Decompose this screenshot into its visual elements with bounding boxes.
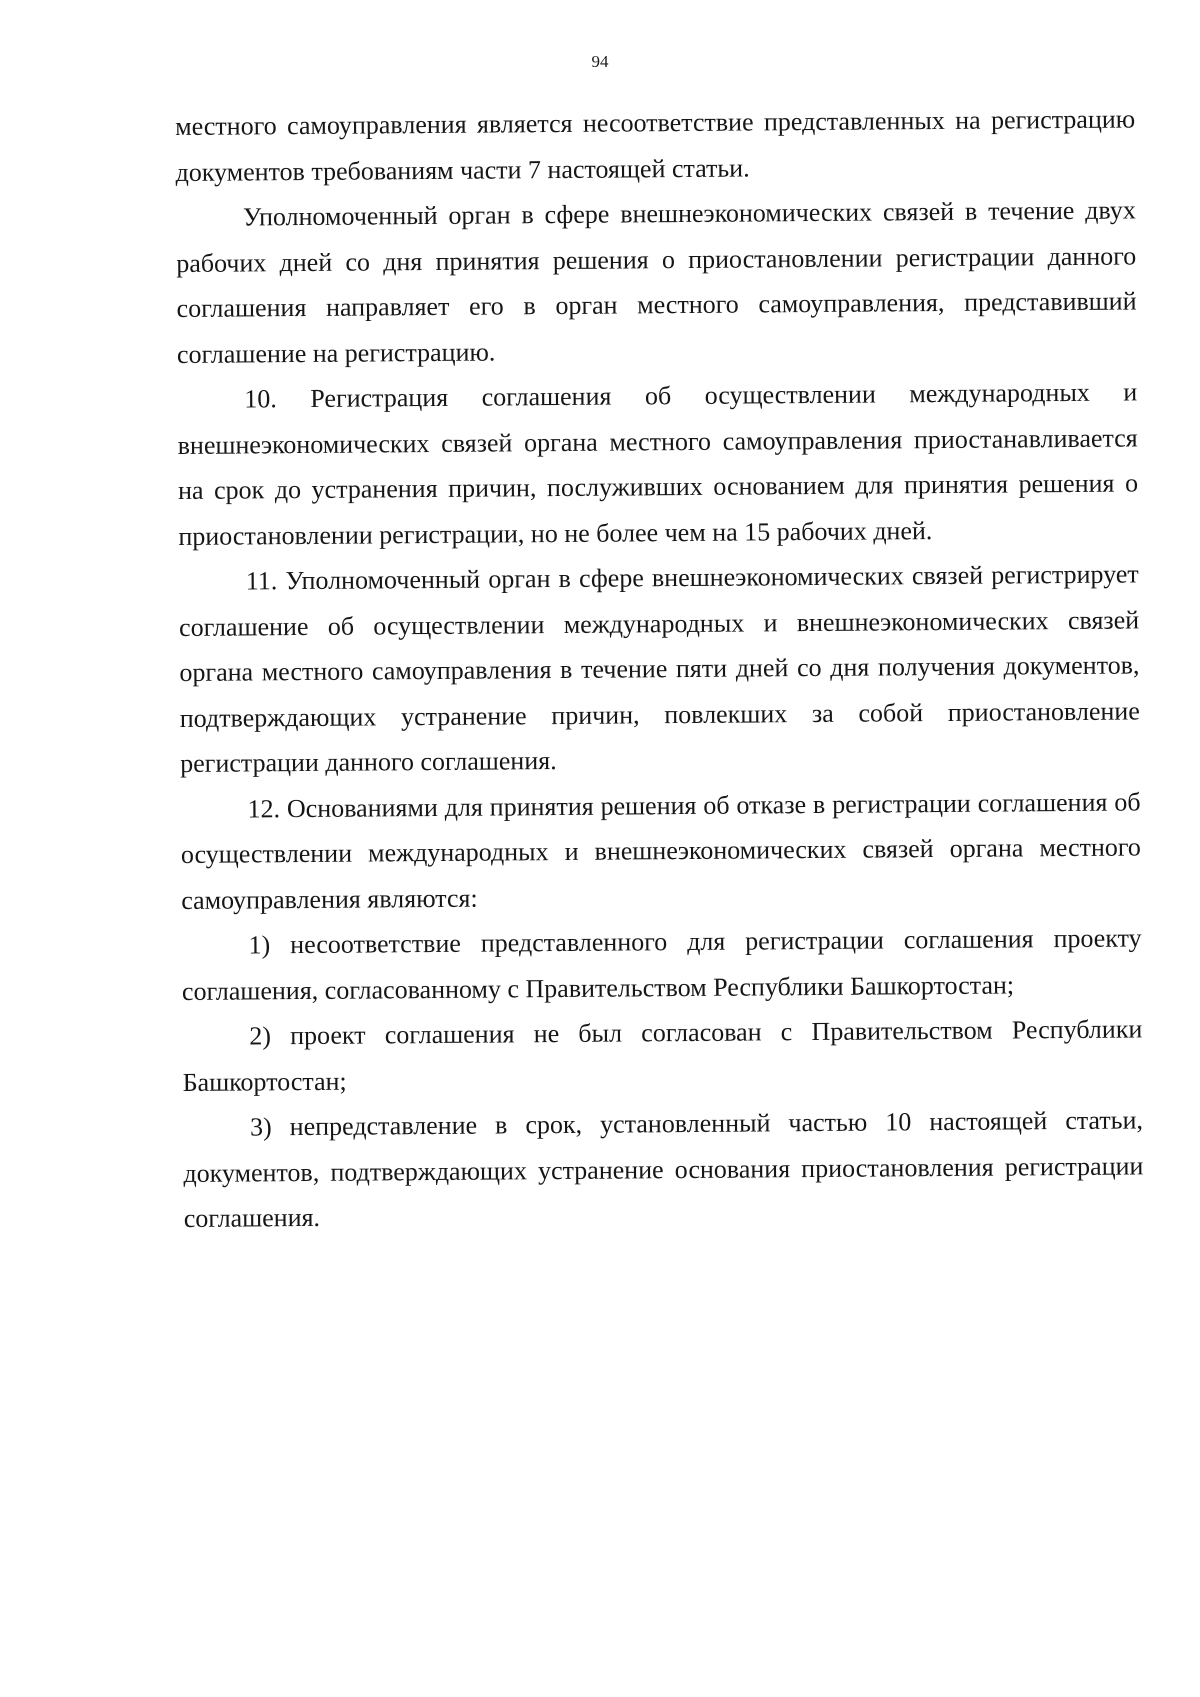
- document-body: [175, 96, 1144, 1241]
- paragraph-authorized-body-notice: Уполномоченный орган в сфере внешнеэкономических связей в течение двух рабочих дней со дня принятия решения о приостановлении регистрации данного соглашения направляет его в орган местного самоуправления, представивший соглашение на регистрацию.: [176, 195, 1137, 369]
- paragraph-11-registration: 11. Уполномоченный орган в сфере внешнеэкономических связей регистрирует соглашение об осуществлении международных и внешнеэкономических связей органа местного самоуправления в течение пяти дней со дня получения документов, подтверждающих устранение причин, повлекших за собой приостановление регистрации данного соглашения.: [178, 559, 1140, 778]
- paragraph-10-suspension: 10. Регистрация соглашения об осуществлении международных и внешнеэкономических связей органа местного самоуправления приостанавливается на срок до устранения причин, послуживших основанием для принятия решения о приостановлении регистрации, но не более чем на 15 рабочих дней.: [177, 377, 1139, 551]
- paragraph-12-refusal-grounds: 12. Основаниями для принятия решения об отказе в регистрации соглашения об осуществлении международных и внешнеэкономических связей органа местного самоуправления являются:: [180, 786, 1141, 915]
- list-item-1: 1) несоответствие представленного для регистрации соглашения проекту соглашения, согласованному с Правительством Республики Башкортостан;: [181, 923, 1142, 1006]
- paragraph-continuation: местного самоуправления является несоответствие представленных на регистрацию документов требованиям части 7 настоящей статьи.: [175, 104, 1136, 187]
- list-item-3: 3) непредставление в срок, установленный частью 10 настоящей статьи, документов, подтверждающих устранение основания приостановления регистрации соглашения.: [183, 1105, 1144, 1233]
- page-number: 94: [591, 52, 609, 71]
- list-item-2: 2) проект соглашения не был согласован с Правительством Республики Башкортостан;: [182, 1014, 1143, 1097]
